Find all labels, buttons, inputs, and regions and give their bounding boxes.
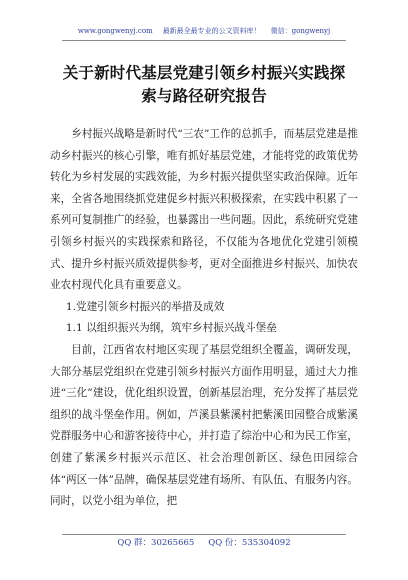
footer-divider: [62, 534, 346, 535]
document-body: [50, 124, 358, 513]
section-heading: 1.党建引领乡村振兴的举措及成效: [65, 300, 225, 313]
page-footer: [64, 538, 344, 549]
header-wechat: 微信：gongwenyj: [270, 27, 331, 35]
page-header: [64, 27, 344, 36]
body-paragraph: 乡村振兴战略是新时代“三农”工作的总抓手，而基层党建是推动乡村振兴的核心引擎，唯有抓好基层党建，才能将党的政策优势转化为乡村发展的实践效能，为乡村振兴提供坚实政治保障。近年来，全省各地围绕抓党建促乡村振兴积极探索，在实践中积累了一系列可复制推广的经验，也暴露出一些问题。因此，系统研究党建引领乡村振兴的实践探索和路径，不仅能为各地优化党建引领模式、提升乡村振兴质效提供参考，更对全面推进乡村振兴、加快农业农村现代化具有重要意义。: [50, 128, 358, 292]
document-title: 关于新时代基层党建引领乡村振兴实践探索与路径研究报告: [62, 63, 346, 105]
header-site-link[interactable]: www.gongwenyj.com: [77, 27, 153, 35]
header-slogan: 最新最全最专业的公文资料库！: [162, 27, 261, 35]
footer-qq-group: QQ 群：30265665: [117, 538, 195, 548]
section-heading: 1.1 以组织振兴为纲，筑牢乡村振兴战斗堡垒: [65, 322, 277, 335]
header-divider: [62, 40, 346, 41]
footer-qq-contact: QQ 份：535304092: [208, 538, 291, 548]
body-paragraph: 目前，江西省农村地区实现了基层党组织全覆盖，调研发现，大部分基层党组织在党建引领乡村振兴方面作用明显，通过大力推进“三化”建设，优化组织设置，创新基层治理，充分发挥了基层党组织的战斗堡垒作用。例如，芦溪县紫溪村把紫溪田园整合成紫溪党群服务中心和游客接待中心，并打造了综治中心和为民工作室，创建了紫溪乡村振兴示范区、社会治理创新区、绿色田园综合体“两区一体”品牌，确保基层党建有场所、有队伍、有服务内容。同时，以党小组为单位，把: [50, 343, 358, 508]
